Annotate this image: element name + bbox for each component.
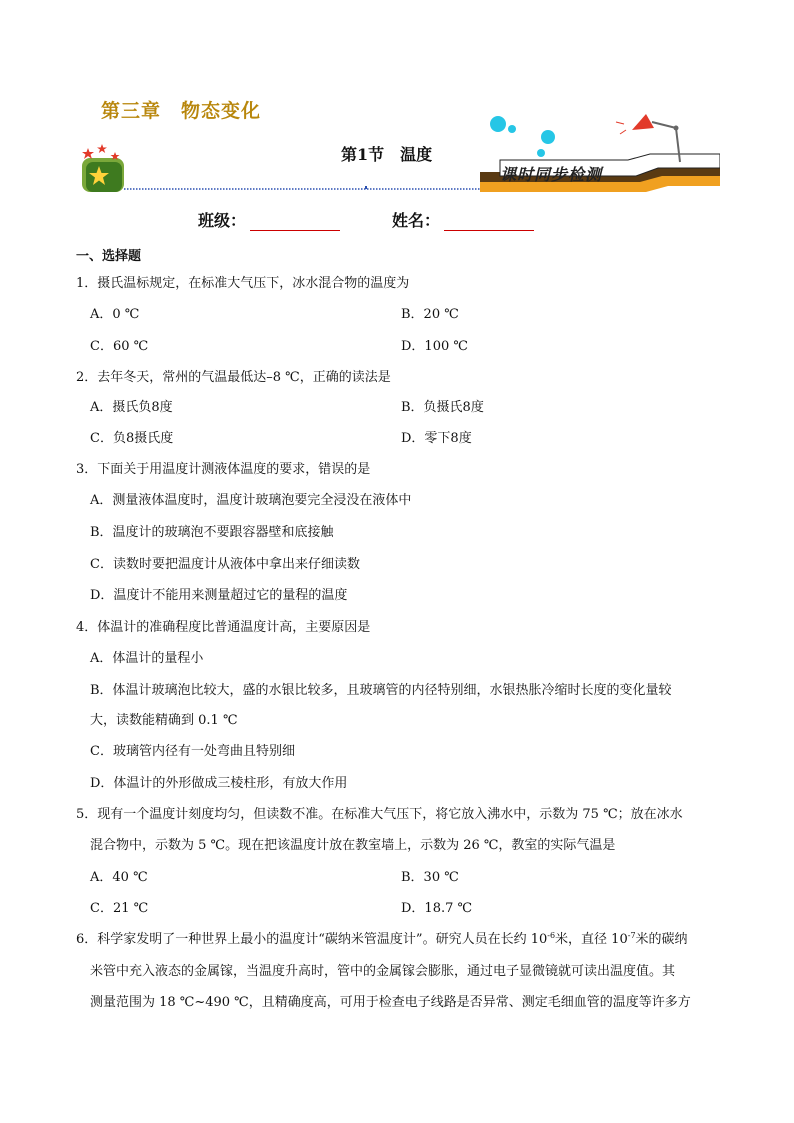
chapter-title: 第三章 物态变化 — [101, 100, 262, 122]
class-field — [198, 208, 340, 231]
question-stem: 5．现有一个温度计刻度均匀，但读数不准。在标准大气压下，将它放入沸水中，示数为 75 ℃；放在冰水 — [76, 807, 683, 822]
option-c: C．60 ℃ — [90, 339, 149, 354]
option-a: A．摄氏负8度 — [90, 400, 173, 415]
option-a: A．40 ℃ — [90, 870, 148, 885]
section-heading: 一、选择题 — [76, 249, 142, 264]
name-blank[interactable] — [444, 214, 534, 231]
option-c: C．读数时要把温度计从液体中拿出来仔细读数 — [90, 557, 360, 572]
option-c: C．玻璃管内径有一处弯曲且特别细 — [90, 744, 295, 759]
stem-part: 米，直径 10 — [555, 932, 628, 947]
option-a: A．0 ℃ — [90, 307, 140, 322]
stem-part: 6．科学家发明了一种世界上最小的温度计“碳纳米管温度计”。研究人员在长约 10 — [76, 932, 548, 947]
question-stem: 2．去年冬天，常州的气温最低达–8 ℃，正确的读法是 — [76, 370, 391, 385]
badge-label: 课时同步检测 — [500, 165, 603, 184]
option-d: D．零下8度 — [401, 431, 472, 446]
option-b-continued: 大，读数能精确到 0.1 ℃ — [90, 713, 238, 728]
option-b: B．20 ℃ — [401, 307, 459, 322]
option-d: D．18.7 ℃ — [401, 901, 473, 916]
question-stem: 4．体温计的准确程度比普通温度计高，主要原因是 — [76, 620, 371, 635]
option-a: A．测量液体温度时，温度计玻璃泡要完全浸没在液体中 — [90, 493, 412, 508]
stem-part: 米的碳纳 — [635, 932, 688, 947]
option-d: D．100 ℃ — [401, 339, 468, 354]
name-label: 姓名： — [392, 211, 441, 230]
option-b: B．温度计的玻璃泡不要跟容器壁和底接触 — [90, 525, 334, 540]
question-stem-continued: 测量范围为 18 ℃~490 ℃，且精确度高，可用于检查电子线路是否异常、测定毛细血管的温度等许多方 — [90, 995, 691, 1010]
class-blank[interactable] — [250, 214, 340, 231]
option-b: B．负摄氏8度 — [401, 400, 484, 415]
question-stem-continued: 混合物中，示数为 5 ℃。现在把该温度计放在教室墙上，示数为 26 ℃，教室的实际气温是 — [90, 838, 616, 853]
exponent: -6 — [547, 931, 556, 940]
option-b: B．30 ℃ — [401, 870, 459, 885]
option-b: B．体温计玻璃泡比较大，盛的水银比较多，且玻璃管的内径特别细，水银热胀冷缩时长度的变化量较 — [90, 683, 672, 698]
name-field — [392, 208, 534, 231]
question-stem-continued: 米管中充入液态的金属镓，当温度升高时，管中的金属镓会膨胀，通过电子显微镜就可读出温度值。其 — [90, 964, 676, 979]
class-label: 班级： — [198, 211, 247, 230]
option-d: D．温度计不能用来测量超过它的量程的温度 — [90, 588, 348, 603]
bubbles-icon — [490, 116, 555, 157]
option-d: D．体温计的外形做成三棱柱形，有放大作用 — [90, 776, 348, 791]
option-a: A．体温计的量程小 — [90, 651, 204, 666]
question-stem — [76, 932, 688, 948]
star-badge-icon — [82, 144, 124, 192]
option-c: C．21 ℃ — [90, 901, 149, 916]
question-stem: 1．摄氏温标规定，在标准大气压下，冰水混合物的温度为 — [76, 276, 410, 291]
question-stem: 3．下面关于用温度计测液体温度的要求，错误的是 — [76, 462, 371, 477]
section-title: 第1节 温度 — [341, 145, 433, 164]
option-c: C．负8摄氏度 — [90, 431, 174, 446]
exponent: -7 — [627, 931, 636, 940]
